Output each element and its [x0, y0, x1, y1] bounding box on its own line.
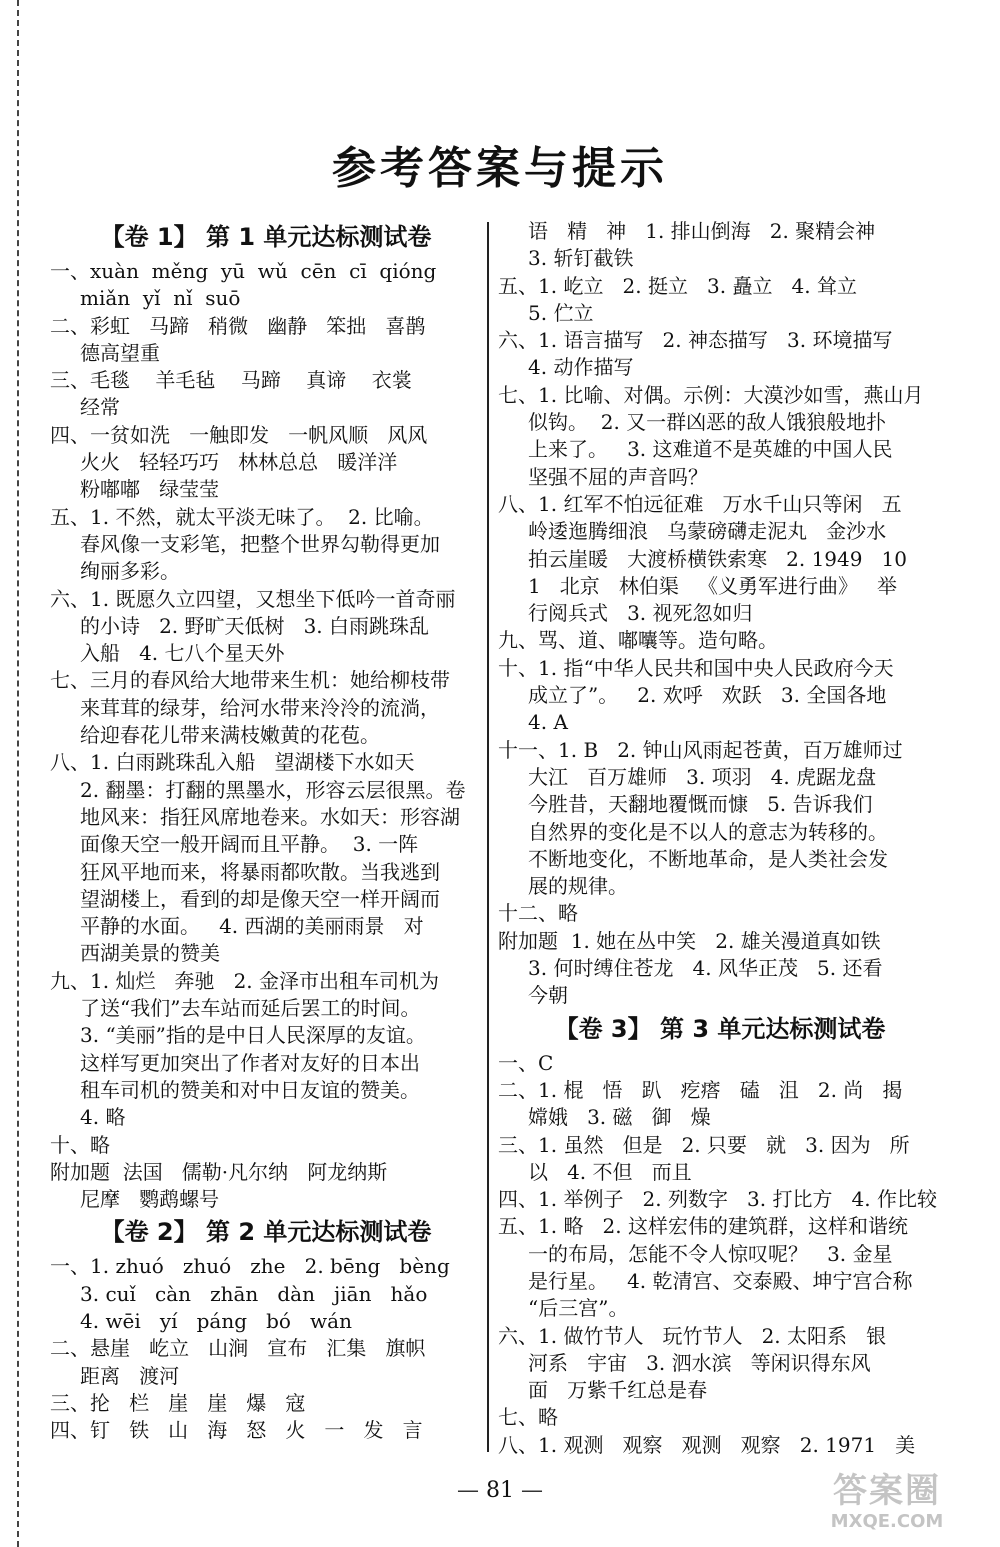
section-title: 【卷 1】 第 1 单元达标测试卷 [100, 223, 432, 251]
answer-line: 二、彩虹 马蹄 稍微 幽静 笨拙 喜鹊 [50, 313, 426, 338]
answer-continuation-line: 坚强不屈的声音吗？ [528, 464, 708, 489]
left-column [50, 218, 482, 1468]
answer-continuation-line: 经常 [80, 395, 120, 420]
answer-line: 三、1. 虽然 但是 2. 只要 就 3. 因为 所 [498, 1132, 910, 1157]
watermark-url: MXQE.COM [830, 1511, 944, 1532]
answer-line: 三、毛毯 羊毛毡 马蹄 真谛 衣裳 [50, 368, 412, 393]
answer-line: 二、悬崖 屹立 山涧 宣布 汇集 旗帜 [50, 1336, 426, 1361]
answer-line: 十、略 [50, 1132, 110, 1157]
answer-continuation-line: 德高望重 [80, 340, 160, 365]
answer-continuation-line: 了送“我们”去车站而延后罢工的时间。 [80, 996, 421, 1021]
answer-line: 一、1. zhuó zhuó zhe 2. bēng bèng [50, 1254, 450, 1279]
answer-line: 三、抡 栏 崖 崖 爆 寇 [50, 1390, 306, 1415]
answer-continuation-line: “后三宫”。 [528, 1296, 629, 1321]
answer-continuation-line: 租车司机的赞美和对中日友谊的赞美。 [80, 1077, 420, 1102]
answer-continuation-line: 今朝 [528, 983, 568, 1008]
answer-continuation-line: 岭逶迤腾细浪 乌蒙磅礴走泥丸 金沙水 [528, 519, 887, 544]
right-column [498, 218, 942, 1468]
answer-line: 二、1. 棍 悟 趴 疙瘩 磕 沮 2. 尚 揭 [498, 1077, 903, 1102]
footer-dash-left: — [457, 1478, 486, 1503]
page-title: 参考答案与提示 [332, 143, 668, 194]
answer-continuation-line: miǎn yǐ nǐ suō [80, 286, 241, 311]
answer-line: 附加题 1. 她在丛中笑 2. 雄关漫道真如铁 [498, 928, 881, 953]
answer-continuation-line: 自然界的变化是不以人的意志为转移的。 [528, 819, 888, 844]
answer-continuation-line: 3. cuǐ càn zhān dàn jiān hǎo [80, 1281, 428, 1306]
answer-line: 四、1. 举例子 2. 列数字 3. 打比方 4. 作比较 [498, 1187, 937, 1212]
answer-line: 十、1. 指“中华人民共和国中央人民政府今天 [498, 655, 894, 680]
answer-line: 附加题 法国 儒勒·凡尔纳 阿龙纳斯 [50, 1159, 388, 1184]
answer-continuation-line: 给迎春花儿带来满枝嫩黄的花苞。 [80, 723, 380, 748]
answer-continuation-line: 3. “美丽”指的是中日人民深厚的友谊。 [80, 1023, 426, 1048]
answer-continuation-line: 4. wēi yí páng bó wán [80, 1308, 352, 1333]
answer-line: 五、1. 不然，就太平淡无味了。 2. 比喻。 [50, 504, 434, 529]
section-title: 【卷 3】 第 3 单元达标测试卷 [554, 1014, 886, 1043]
answer-continuation-line: 面像天空一般开阔而且平静。 3. 一阵 [80, 832, 419, 857]
answer-line: 一、xuàn měng yū wǔ cēn cī qióng [50, 259, 437, 283]
answer-line: 五、1. 略 2. 这样宏伟的建筑群，这样和谐统 [498, 1214, 908, 1239]
answer-line: 一、C [498, 1050, 554, 1075]
answer-line: 七、1. 比喻、对偶。示例：大漠沙如雪，燕山月 [498, 382, 924, 407]
answer-continuation-line: 语 精 神 1. 排山倒海 2. 聚精会神 [528, 219, 876, 243]
answer-continuation-line: 3. 何时缚住苍龙 4. 风华正茂 5. 还看 [528, 956, 883, 981]
answer-line: 四、钉 铁 山 海 怒 火 一 发 言 [50, 1418, 423, 1443]
answer-continuation-line: 4. A [528, 710, 568, 735]
answer-continuation-line: 是行星。 4. 乾清宫、交泰殿、坤宁宫合称 [528, 1268, 913, 1293]
answer-line: 七、三月的春风给大地带来生机：她给柳枝带 [50, 668, 450, 693]
answer-continuation-line: 2. 翻墨：打翻的黑墨水，形容云层很黑。卷 [80, 777, 466, 802]
answer-continuation-line: 西湖美景的赞美 [80, 941, 220, 966]
answer-line: 八、1. 白雨跳珠乱入船 望湖楼下水如天 [50, 750, 415, 775]
answer-continuation-line: 地风来：指狂风席地卷来。水如天：形容湖 [80, 804, 460, 829]
answer-continuation-line: 一的布局，怎能不令人惊叹呢？ 3. 金星 [528, 1241, 893, 1266]
answer-continuation-line: 上来了。 3. 这难道不是英雄的中国人民 [528, 437, 893, 462]
answer-continuation-line: 这样写更加突出了作者对友好的日本出 [80, 1050, 420, 1075]
watermark-text: 答案圈 [833, 1471, 941, 1511]
answer-continuation-line: 距离 渡河 [80, 1363, 180, 1388]
answer-continuation-line: 春风像一支彩笔，把整个世界勾勒得更加 [80, 531, 440, 556]
binding-dashed-line [17, 0, 19, 1547]
answer-continuation-line: 入船 4. 七八个星天外 [80, 641, 285, 666]
answer-continuation-line: 平静的水面。 4. 西湖的美丽雨景 对 [80, 914, 424, 939]
answer-continuation-line: 行阅兵式 3. 视死忽如归 [528, 601, 753, 626]
answer-continuation-line: 成立了”。 2. 欢呼 欢跃 3. 全国各地 [528, 683, 887, 708]
answer-continuation-line: 面 万紫千红总是春 [528, 1378, 708, 1403]
answer-continuation-line: 拍云崖暖 大渡桥横铁索寒 2. 1949 10 [528, 546, 908, 571]
answer-continuation-line: 似钩。 2. 又一群凶恶的敌人饿狼般地扑 [528, 410, 887, 435]
answer-continuation-line: 不断地变化，不断地革命，是人类社会发 [528, 846, 888, 871]
answer-continuation-line: 4. 略 [80, 1105, 126, 1130]
answer-continuation-line: 尼摩 鹦鹉螺号 [80, 1187, 220, 1212]
answer-continuation-line: 来茸茸的绿芽，给河水带来泠泠的流淌， [80, 695, 440, 720]
answer-line: 十一、1. B 2. 钟山风雨起苍黄，百万雄师过 [498, 737, 903, 762]
answer-line: 六、1. 做竹节人 玩竹节人 2. 太阳系 银 [498, 1323, 887, 1348]
answer-continuation-line: 嫦娥 3. 磁 御 燥 [528, 1105, 711, 1130]
answer-line: 五、1. 屹立 2. 挺立 3. 矗立 4. 耸立 [498, 273, 857, 298]
answer-line: 九、1. 灿烂 奔驰 2. 金泽市出租车司机为 [50, 968, 440, 993]
answer-line: 四、一贫如洗 一触即发 一帆风顺 风风 [50, 422, 428, 447]
answer-continuation-line: 4. 动作描写 [528, 355, 634, 380]
page-number-footer [440, 1478, 560, 1503]
answer-continuation-line: 3. 斩钉截铁 [528, 246, 634, 271]
answer-line: 六、1. 既愿久立四望，又想坐下低吟一首奇丽 [50, 586, 456, 611]
column-divider [487, 222, 489, 1452]
answer-line: 十二、略 [498, 901, 578, 926]
watermark-logo [792, 1471, 982, 1539]
answer-continuation-line: 粉嘟嘟 绿莹莹 [80, 477, 220, 502]
answer-continuation-line: 以 4. 不但 而且 [528, 1159, 692, 1184]
answer-continuation-line: 望湖楼上，看到的却是像天空一样开阔而 [80, 886, 440, 911]
answer-line: 六、1. 语言描写 2. 神态描写 3. 环境描写 [498, 328, 893, 353]
answer-continuation-line: 今胜昔，天翻地覆慨而慷 5. 告诉我们 [528, 792, 873, 817]
answer-continuation-line: 火火 轻轻巧巧 林林总总 暖洋洋 [80, 450, 398, 475]
answer-line: 八、1. 红军不怕远征难 万水千山只等闲 五 [498, 491, 902, 516]
answer-continuation-line: 1 北京 林伯渠 《义勇军进行曲》 举 [528, 573, 898, 598]
answer-line: 九、骂、道、嘟囔等。造句略。 [498, 628, 778, 653]
answer-continuation-line: 5. 伫立 [528, 300, 594, 325]
answer-continuation-line: 展的规律。 [528, 874, 628, 899]
page-number: 81 [486, 1478, 514, 1503]
answer-line: 七、略 [498, 1405, 558, 1430]
answer-line: 八、1. 观测 观察 观测 观察 2. 1971 美 [498, 1432, 916, 1457]
answer-continuation-line: 狂风平地而来，将暴雨都吹散。当我逃到 [80, 859, 440, 884]
answer-continuation-line: 绚丽多彩。 [80, 559, 180, 584]
answer-continuation-line: 河系 宇宙 3. 泗水滨 等闲识得东风 [528, 1350, 871, 1375]
answer-continuation-line: 的小诗 2. 野旷天低树 3. 白雨跳珠乱 [80, 613, 430, 638]
section-title: 【卷 2】 第 2 单元达标测试卷 [100, 1218, 432, 1247]
footer-dash-right: — [514, 1478, 543, 1503]
answer-continuation-line: 大江 百万雄师 3. 项羽 4. 虎踞龙盘 [528, 764, 877, 789]
